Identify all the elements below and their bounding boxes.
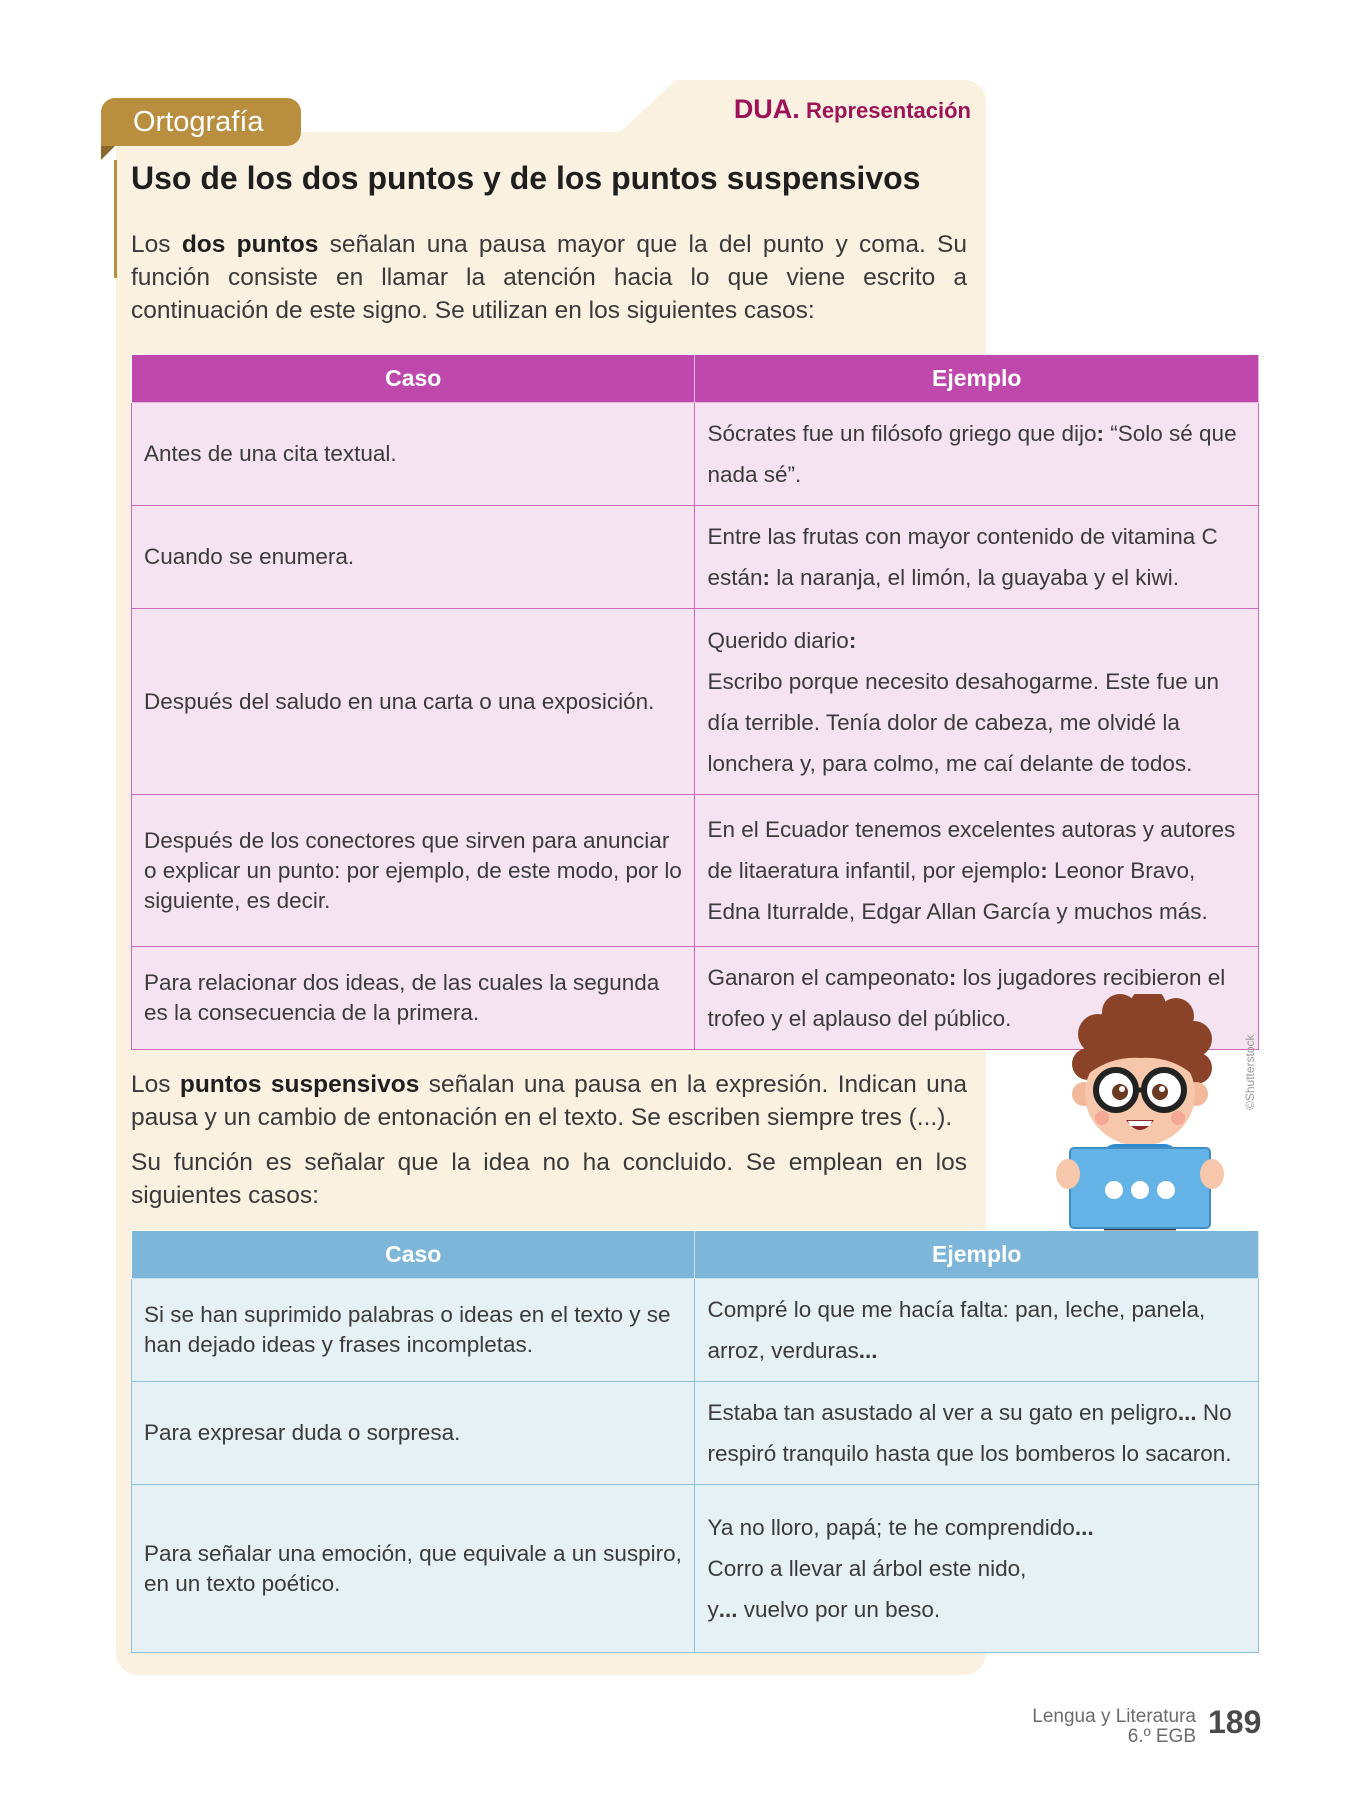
caso-cell: Para señalar una emoción, que equivale a un suspiro, en un texto poético.: [132, 1485, 695, 1653]
section-tag: Ortografía: [101, 98, 301, 146]
table-header-row: [132, 355, 1259, 403]
ejemplo-text: Querido diario: [707, 627, 849, 653]
caso-cell: Cuando se enumera.: [132, 506, 695, 609]
ejemplo-text: No respiró tranquilo hasta que los bomberos lo sacaron.: [707, 1400, 1232, 1466]
caso-cell: Si se han suprimido palabras o ideas en el texto y se han dejado ideas y frases incompletas.: [132, 1279, 695, 1382]
ejemplo-text: Compré lo que me hacía falta: pan, leche, panela, arroz, verduras: [707, 1297, 1206, 1363]
ejemplo-text: Escribo porque necesito desahogarme. Este fue un día terrible. Tenía dolor de cabeza, me olvidé la lonchera y, para colmo, me caí delante de todos.: [707, 668, 1220, 776]
ejemplo-cell: [695, 506, 1259, 609]
intro-dos-puntos: [131, 228, 967, 327]
table-row: [132, 1485, 1259, 1653]
dua-label: [734, 94, 971, 125]
kid-illustration: [1040, 994, 1240, 1234]
ejemplo-text: y: [707, 1597, 719, 1622]
table-row: [132, 1279, 1259, 1382]
ejemplo-cell: [695, 1485, 1259, 1653]
ejemplo-cell: [695, 1279, 1259, 1382]
intro2-text-c: señalan una pausa en la expresión. Indican una pausa y un cambio de entonación en el texto. Se escriben siempre tres (...).: [131, 1071, 967, 1131]
punctuation-mark: :: [1040, 858, 1048, 883]
ejemplo-text: Ya no lloro, papá; te he comprendido: [707, 1515, 1075, 1540]
table-header-row: [132, 1231, 1259, 1279]
ejemplo-text: Sócrates fue un filósofo griego que dijo: [707, 421, 1097, 446]
ejemplo-text: Corro a llevar al árbol este nido,: [707, 1556, 1027, 1581]
ejemplo-text: “Solo sé que nada sé”.: [707, 421, 1237, 487]
ejemplo-cell: [695, 403, 1259, 506]
punctuation-mark: ...: [718, 1597, 738, 1622]
table-row: [132, 1382, 1259, 1485]
ejemplo-cell: [695, 609, 1259, 795]
page-number: 189: [1208, 1704, 1262, 1740]
punctuation-mark: ...: [858, 1338, 878, 1363]
intro1-text-a: Los: [131, 231, 182, 258]
ejemplo-text: vuelvo por un beso.: [737, 1597, 941, 1622]
punctuation-mark: :: [1096, 421, 1104, 446]
footer-subject: Lengua y Literatura: [1032, 1706, 1196, 1727]
header-ejemplo: Ejemplo: [695, 1231, 1259, 1279]
intro-funcion: Su función es señalar que la idea no ha concluido. Se emplean en los siguientes casos:: [131, 1149, 967, 1209]
table-row: [132, 403, 1259, 506]
header-caso: Caso: [132, 355, 695, 403]
table-row: [132, 609, 1259, 795]
table-row: [132, 506, 1259, 609]
caso-cell: Antes de una cita textual.: [132, 403, 695, 506]
section-tag-line: [114, 160, 117, 278]
header-ejemplo: Ejemplo: [695, 355, 1259, 403]
image-credit: ©Shutterstock: [1243, 1034, 1257, 1110]
caso-cell: Después del saludo en una carta o una exposición.: [132, 609, 695, 795]
intro2-bold: puntos suspensivos: [179, 1071, 420, 1098]
ejemplo-text: los jugadores recibieron el trofeo y el aplauso del público.: [707, 965, 1226, 1031]
punctuation-mark: :: [848, 627, 857, 653]
table-dos-puntos: [131, 354, 1259, 1050]
ejemplo-cell: [695, 1382, 1259, 1485]
section-tag-fold: [101, 146, 115, 160]
ejemplo-text: Estaba tan asustado al ver a su gato en peligro: [707, 1400, 1178, 1425]
dua-rest: Representación: [805, 98, 971, 123]
punctuation-mark: :: [762, 565, 771, 590]
ejemplo-text: Entre las frutas con mayor contenido de vitamina C están: [707, 524, 1218, 590]
page-footer: [1032, 1707, 1196, 1747]
ejemplo-text: la naranja, el limón, la guayaba y el kiwi.: [770, 565, 1179, 590]
caso-cell: Después de los conectores que sirven para anunciar o explicar un punto: por ejemplo, de este modo, por lo siguiente, es decir.: [132, 795, 695, 947]
caso-cell: Para expresar duda o sorpresa.: [132, 1382, 695, 1485]
ejemplo-text: Ganaron el campeonato: [707, 965, 949, 990]
intro1-bold: dos puntos: [181, 231, 319, 258]
ejemplo-cell: [695, 795, 1259, 947]
table-row: [132, 795, 1259, 947]
ejemplo-text: En el Ecuador tenemos excelentes autoras y autores de litaeratura infantil, por ejemplo: [707, 817, 1236, 883]
punctuation-mark: ...: [1177, 1400, 1197, 1425]
caso-cell: Para relacionar dos ideas, de las cuales la segunda es la consecuencia de la primera.: [132, 947, 695, 1050]
intro1-text-c: señalan una pausa mayor que la del punto y coma. Su función consiste en llamar la atención hacia lo que viene escrito a continuación de este signo. Se utilizan en los siguientes casos:: [131, 231, 968, 324]
footer-grade: 6.º EGB: [1127, 1726, 1196, 1747]
ejemplo-text: Leonor Bravo, Edna Iturralde, Edgar Allan García y muchos más.: [707, 858, 1208, 924]
header-caso: Caso: [132, 1231, 695, 1279]
punctuation-mark: ...: [1074, 1515, 1094, 1540]
dua-strong: DUA.: [733, 94, 800, 124]
intro-puntos-suspensivos: [131, 1068, 967, 1134]
table-puntos-suspensivos: [131, 1230, 1259, 1653]
intro2-text-a: Los: [131, 1071, 180, 1098]
punctuation-mark: :: [948, 965, 957, 990]
page-title: Uso de los dos puntos y de los puntos suspensivos: [131, 160, 921, 196]
